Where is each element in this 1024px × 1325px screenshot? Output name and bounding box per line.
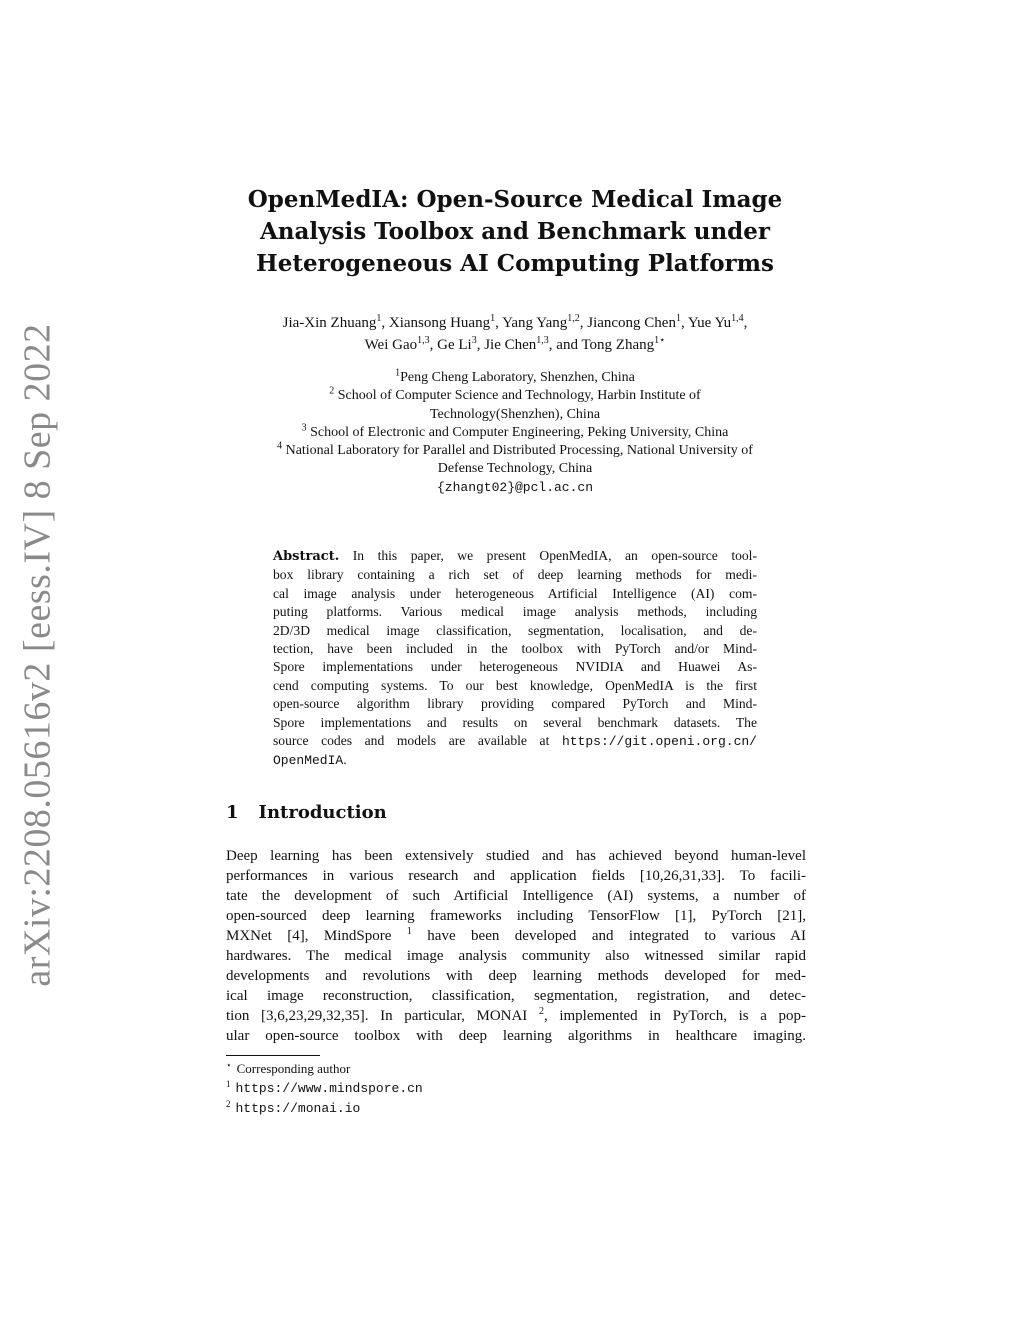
- arxiv-identifier: arXiv:2208.05616v2 [eess.IV] 8 Sep 2022: [17, 323, 60, 987]
- intro-line: [226, 1006, 806, 1026]
- affiliation-line: [225, 442, 805, 460]
- paper-title: [225, 184, 805, 280]
- footnote-item: [226, 1078, 806, 1098]
- abstract-line: open-source algorithm library providing compared PyTorch and Mind-: [273, 696, 757, 712]
- section-title: Introduction: [258, 802, 387, 823]
- section-number: 1: [226, 802, 239, 823]
- author-affil-mark: 1: [376, 313, 382, 324]
- section-heading: [226, 802, 387, 823]
- intro-line: developments and revolutions with deep learning methods developed for med-: [226, 968, 806, 984]
- footnote-link[interactable]: https://monai.io: [235, 1101, 361, 1116]
- title-line: Analysis Toolbox and Benchmark under: [259, 218, 771, 245]
- abstract-line: [273, 732, 757, 751]
- abstract-line: [273, 547, 757, 566]
- abstract-block: [273, 547, 757, 771]
- affiliation-line: [225, 369, 805, 387]
- footnote-item: [226, 1059, 806, 1078]
- abstract-line: [273, 751, 757, 770]
- author-name: Tong Zhang: [581, 337, 655, 353]
- affiliation-line: [225, 406, 805, 424]
- affiliation-line: [225, 460, 805, 478]
- source-code-link-continued[interactable]: OpenMedIA: [273, 753, 344, 769]
- footnote-link[interactable]: https://www.mindspore.cn: [235, 1081, 423, 1096]
- intro-text: , implemented in PyTorch, is a pop-: [543, 1008, 807, 1024]
- author-affil-mark: 1,3: [417, 335, 430, 346]
- abstract-line: cal image analysis under heterogeneous Artificial Intelligence (AI) com-: [273, 585, 757, 601]
- abstract-line: tection, have been included in the toolbox with PyTorch and/or Mind-: [273, 641, 757, 657]
- author-affil-mark: 1⋆: [654, 335, 666, 346]
- author-affil-mark: 1,3: [536, 335, 549, 346]
- contact-email: {zhangt02}@pcl.ac.cn: [436, 479, 594, 495]
- arxiv-side-stamp: [8, 323, 68, 987]
- footnote-mark: 1: [226, 1078, 231, 1089]
- title-line: OpenMedIA: Open-Source Medical Image: [247, 186, 783, 213]
- author-list: Jia-Xin Zhuang$^1$, Xiansong Huang$^1$, Yang Yang$^{1,2}$, Jiancong Chen$^1$, Yue Yu$^{1,4}$, Wei Gao$^{1,3}$, Ge Li$^3$, Jie Chen$^{1,3}$, and Tong Zhang$^{1⋆}$: [282, 313, 748, 353]
- title-line: Heterogeneous AI Computing Platforms: [256, 250, 774, 277]
- affiliation-mark: 2: [329, 385, 335, 397]
- author-name: Yang Yang: [502, 315, 568, 331]
- abstract-line: cend computing systems. To our best knowledge, OpenMedIA is the first: [273, 677, 757, 693]
- footnote-mark: ⋆: [226, 1059, 232, 1070]
- intro-line: [226, 926, 806, 946]
- author-name: Jie Chen: [484, 337, 537, 353]
- affiliation-text: National Laboratory for Parallel and Distributed Processing, National University of: [285, 443, 753, 459]
- footnote-block: [226, 1059, 806, 1118]
- author-affil-mark: 1: [490, 313, 496, 324]
- affiliation-text: Technology(Shenzhen), China: [429, 406, 601, 422]
- footnote-item: [226, 1098, 806, 1118]
- abstract-line: 2D/3D medical image classification, segmentation, localisation, and de-: [273, 622, 757, 638]
- affiliation-line: [225, 424, 805, 442]
- author-affil-mark: 1,4: [731, 313, 744, 324]
- affiliation-mark: 4: [277, 440, 283, 452]
- footnote-text: Corresponding author: [236, 1061, 351, 1076]
- affiliation-text: School of Computer Science and Technology, Harbin Institute of: [337, 388, 701, 404]
- footnote-ref: 1: [406, 926, 412, 937]
- abstract-text: In this paper, we present OpenMedIA, an open-source tool-: [352, 548, 757, 563]
- affiliation-line: [225, 387, 805, 405]
- abstract-line: puting platforms. Various medical image analysis methods, including: [273, 604, 757, 620]
- introduction-paragraph: [226, 846, 806, 1046]
- footnote-mark: 2: [226, 1098, 231, 1109]
- author-affil-mark: 1,2: [567, 313, 580, 324]
- author-name: Yue Yu: [687, 315, 732, 331]
- affiliation-text: Defense Technology, China: [437, 461, 593, 477]
- author-name: Jiancong Chen: [587, 315, 676, 331]
- intro-line: ical image reconstruction, classification, segmentation, registration, and detec-: [226, 988, 806, 1004]
- abstract-line: box library containing a rich set of deep learning methods for medi-: [273, 567, 757, 583]
- intro-text: have been developed and integrated to various AI: [427, 928, 807, 944]
- abstract-label: Abstract.: [273, 549, 340, 564]
- abstract-line: Spore implementations under heterogeneous NVIDIA and Huawei As-: [273, 659, 757, 675]
- intro-line: hardwares. The medical image analysis community also witnessed similar rapid: [226, 948, 806, 964]
- affiliation-block: [225, 369, 805, 497]
- footnote-ref: 2: [538, 1006, 544, 1017]
- affiliation-text: Peng Cheng Laboratory, Shenzhen, China: [400, 370, 635, 385]
- author-name: Ge Li: [437, 337, 472, 353]
- source-code-link[interactable]: https://git.openi.org.cn/: [561, 734, 757, 750]
- author-affil-mark: 3: [471, 335, 477, 346]
- abstract-text: source codes and models are available at: [273, 733, 550, 749]
- intro-text: tion [3,6,23,29,32,35]. In particular, MONAI: [226, 1008, 528, 1024]
- intro-line: Deep learning has been extensively studied and has achieved beyond human-level: [226, 848, 806, 864]
- intro-line: tate the development of such Artificial Intelligence (AI) systems, a number of: [226, 888, 806, 904]
- affiliation-mark: 1: [395, 367, 401, 379]
- author-name: Jia-Xin Zhuang: [282, 315, 377, 331]
- intro-text: MXNet [4], MindSpore: [226, 928, 392, 944]
- intro-line: performances in various research and application fields [10,26,31,33]. To facili-: [226, 868, 806, 884]
- affiliation-mark: 3: [301, 422, 307, 434]
- author-name: Xiansong Huang: [388, 315, 491, 331]
- author-conjunction: and: [556, 337, 578, 353]
- footnote-rule: [226, 1055, 320, 1056]
- abstract-line: Spore implementations and results on several benchmark datasets. The: [273, 714, 757, 730]
- affiliation-text: School of Electronic and Computer Engineering, Peking University, China: [310, 424, 729, 440]
- intro-line: ular open-source toolbox with deep learning algorithms in healthcare imaging.: [226, 1028, 806, 1044]
- intro-line: open-sourced deep learning frameworks including TensorFlow [1], PyTorch [21],: [226, 908, 806, 924]
- abstract-period: .: [343, 752, 347, 768]
- author-name: Wei Gao: [364, 337, 418, 353]
- author-affil-mark: 1: [675, 313, 681, 324]
